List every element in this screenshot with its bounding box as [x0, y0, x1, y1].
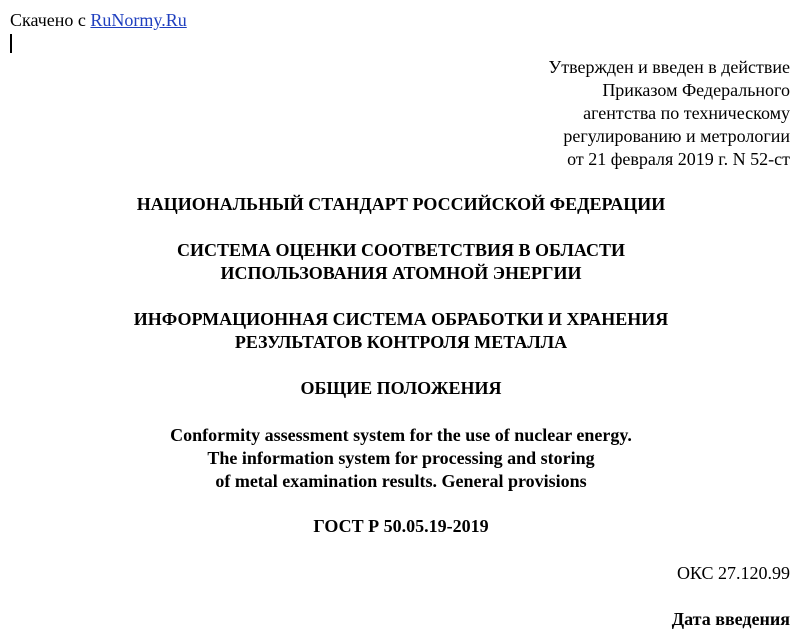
approval-line: регулированию и метрологии: [563, 126, 790, 146]
standard-designation-line: ГОСТ Р 50.05.19-2019: [313, 516, 489, 536]
approval-block: [548, 56, 790, 171]
english-title-line: of metal examination results. General provisions: [215, 471, 587, 491]
approval-line: от 21 февраля 2019 г. N 52-ст: [567, 149, 790, 169]
text-cursor: [10, 34, 12, 53]
national-standard-title-line: НАЦИОНАЛЬНЫЙ СТАНДАРТ РОССИЙСКОЙ ФЕДЕРАЦИИ: [136, 194, 666, 214]
approval-line: Приказом Федерального: [602, 80, 790, 100]
standard-designation: [0, 515, 802, 538]
info-system-title-line: РЕЗУЛЬТАТОВ КОНТРОЛЯ МЕТАЛЛА: [234, 332, 568, 352]
english-title: [0, 424, 802, 493]
system-title-line: ИСПОЛЬЗОВАНИЯ АТОМНОЙ ЭНЕРГИИ: [220, 263, 582, 283]
general-provisions-title: [0, 377, 802, 400]
introduction-date-label: Дата введения: [671, 609, 790, 629]
english-title-line: The information system for processing and storing: [207, 448, 595, 468]
source-link[interactable]: RuNormy.Ru: [90, 10, 187, 30]
source-line: [10, 9, 187, 31]
approval-line: Утвержден и введен в действие: [548, 57, 790, 77]
info-system-title-line: ИНФОРМАЦИОННАЯ СИСТЕМА ОБРАБОТКИ И ХРАНЕНИЯ: [133, 309, 669, 329]
info-system-title: [0, 308, 802, 354]
oks-code: ОКС 27.120.99: [676, 563, 790, 583]
general-provisions-title-line: ОБЩИЕ ПОЛОЖЕНИЯ: [300, 378, 502, 398]
system-title-line: СИСТЕМА ОЦЕНКИ СООТВЕТСТВИЯ В ОБЛАСТИ: [176, 240, 626, 260]
national-standard-title: [0, 193, 802, 216]
english-title-line: Conformity assessment system for the use of nuclear energy.: [170, 425, 632, 445]
system-title: [0, 239, 802, 285]
approval-line: агентства по техническому: [583, 103, 790, 123]
source-prefix: Скачено с: [10, 10, 91, 30]
